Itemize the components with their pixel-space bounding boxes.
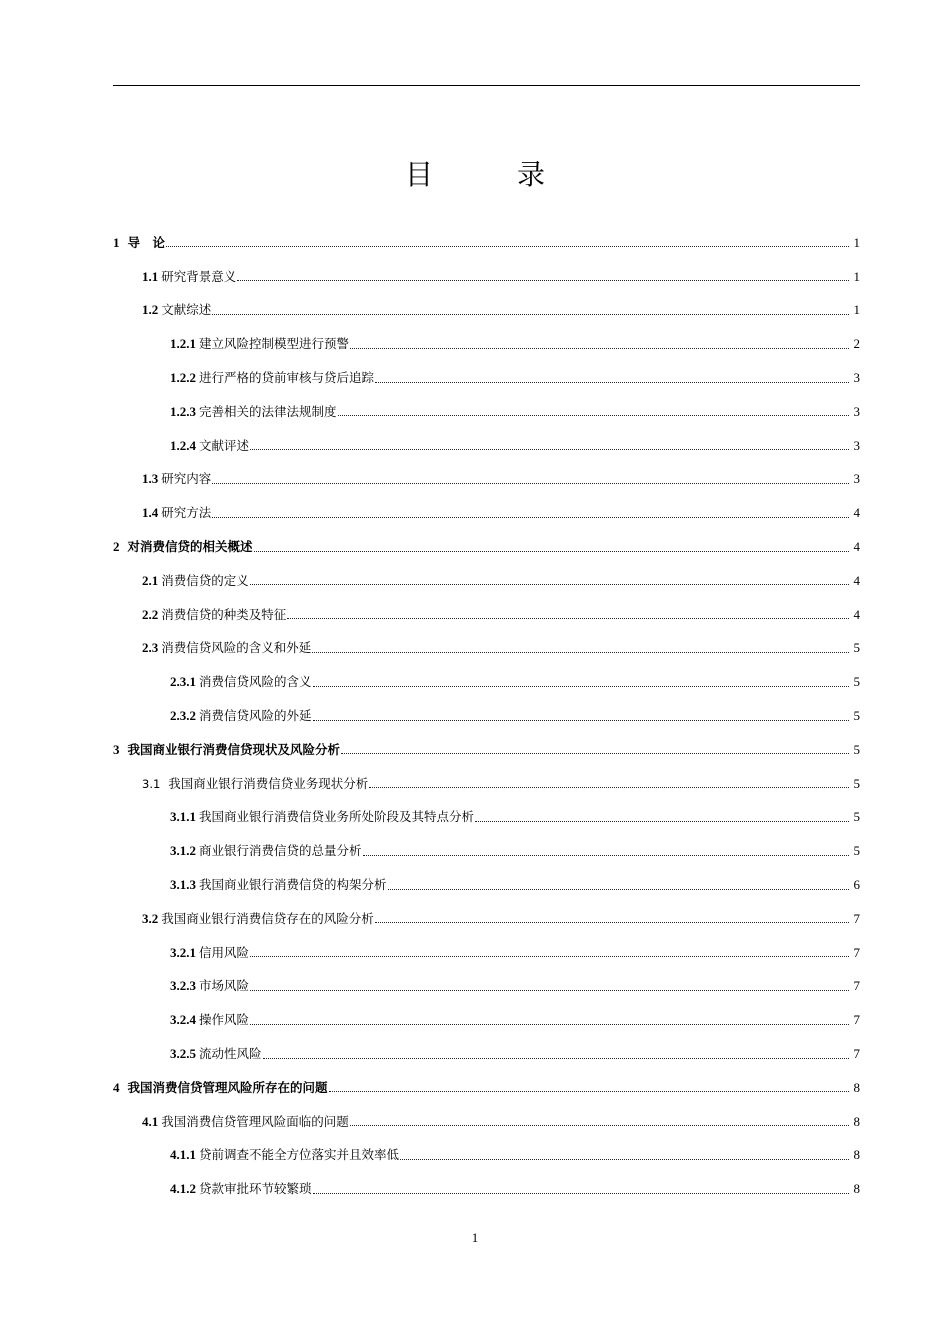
- toc-entry[interactable]: [113, 632, 860, 666]
- toc-dot-leader: [313, 720, 849, 721]
- toc-dot-leader: [250, 1024, 849, 1025]
- toc-entry-number: 3.1.3: [170, 877, 196, 893]
- toc-entry-label: 消费信贷风险的外延: [199, 708, 312, 724]
- toc-entry-page-number: 4: [853, 505, 860, 521]
- toc-entry-number: 4.1.1: [170, 1147, 196, 1163]
- toc-entry-number: 2.3: [142, 640, 159, 656]
- toc-entry[interactable]: [113, 767, 860, 801]
- toc-entry-label: 文献评述: [199, 437, 250, 453]
- toc-entry-label: 消费信贷的种类及特征: [161, 606, 287, 622]
- toc-entry-label: 建立风险控制模型进行预警: [199, 336, 350, 352]
- toc-entry-label: 研究方法: [161, 505, 212, 521]
- toc-entry-number: 3.2.3: [170, 978, 196, 994]
- toc-entry[interactable]: [113, 530, 860, 564]
- toc-entry-number: 1: [113, 234, 120, 250]
- toc-entry-page-number: 8: [853, 1113, 860, 1129]
- toc-entry-label: 流动性风险: [199, 1046, 262, 1062]
- toc-dot-leader: [341, 753, 849, 754]
- table-of-contents: [113, 226, 860, 1206]
- toc-entry[interactable]: [113, 665, 860, 699]
- toc-entry-number: 2.3.1: [170, 674, 196, 690]
- toc-entry-label: 完善相关的法律法规制度: [199, 403, 337, 419]
- toc-dot-leader: [263, 1058, 849, 1059]
- toc-entry[interactable]: [113, 1139, 860, 1173]
- toc-entry-number: 3: [113, 741, 120, 757]
- toc-dot-leader: [369, 787, 849, 788]
- toc-dot-leader: [250, 584, 849, 585]
- toc-entry[interactable]: [113, 598, 860, 632]
- toc-entry-page-number: 7: [853, 910, 860, 926]
- toc-dot-leader: [313, 686, 849, 687]
- toc-entry-number: 2: [113, 539, 120, 555]
- toc-entry-page-number: 5: [853, 640, 860, 656]
- toc-entry-number: 4.1: [142, 1113, 159, 1129]
- toc-entry-number: 2.2: [142, 606, 159, 622]
- toc-entry-page-number: 5: [853, 775, 860, 791]
- toc-dot-leader: [350, 348, 849, 349]
- toc-entry-page-number: 7: [853, 944, 860, 960]
- toc-dot-leader: [313, 1193, 849, 1194]
- toc-entry-page-number: 5: [853, 809, 860, 825]
- toc-dot-leader: [254, 551, 849, 552]
- toc-entry-page-number: 1: [853, 234, 860, 250]
- toc-entry-label: 研究背景意义: [161, 268, 237, 284]
- toc-entry[interactable]: [113, 699, 860, 733]
- toc-entry-page-number: 3: [853, 471, 860, 487]
- toc-entry[interactable]: [113, 395, 860, 429]
- toc-entry-number: 2.1: [142, 572, 159, 588]
- toc-entry[interactable]: [113, 260, 860, 294]
- toc-entry-page-number: 5: [853, 843, 860, 859]
- toc-entry-number: 1.2.3: [170, 403, 196, 419]
- toc-entry-number: 3.1: [142, 776, 161, 791]
- toc-entry-page-number: 4: [853, 606, 860, 622]
- footer-page-number: 1: [471, 1230, 479, 1245]
- toc-dot-leader: [312, 652, 849, 653]
- toc-entry[interactable]: [113, 733, 860, 767]
- toc-dot-leader: [212, 517, 849, 518]
- toc-entry-number: 3.2.5: [170, 1046, 196, 1062]
- toc-entry-label: 商业银行消费信贷的总量分析: [199, 843, 362, 859]
- toc-entry-page-number: 5: [853, 741, 860, 757]
- toc-entry-number: 2.3.2: [170, 708, 196, 724]
- toc-dot-leader: [400, 1159, 849, 1160]
- toc-entry-page-number: 2: [853, 336, 860, 352]
- toc-entry-label: 我国商业银行消费信贷业务所处阶段及其特点分析: [199, 809, 475, 825]
- toc-dot-leader: [375, 382, 849, 383]
- toc-entry[interactable]: [113, 463, 860, 497]
- toc-dot-leader: [250, 990, 849, 991]
- toc-dot-leader: [250, 449, 849, 450]
- toc-entry[interactable]: [113, 1037, 860, 1071]
- toc-entry-label: 导 论: [127, 234, 166, 250]
- toc-entry[interactable]: [113, 801, 860, 835]
- toc-entry-label: 消费信贷风险的含义和外延: [161, 640, 312, 656]
- toc-dot-leader: [375, 922, 849, 923]
- toc-entry-number: 3.1.2: [170, 843, 196, 859]
- toc-entry-number: 1.2: [142, 302, 159, 318]
- toc-entry-page-number: 6: [853, 877, 860, 893]
- toc-entry-number: 3.2.4: [170, 1012, 196, 1028]
- page-title: 目 录: [404, 158, 573, 191]
- toc-entry-label: 对消费信贷的相关概述: [127, 539, 253, 555]
- toc-entry-label: 贷款审批环节较繁琐: [199, 1181, 312, 1197]
- toc-dot-leader: [287, 618, 849, 619]
- toc-entry[interactable]: [113, 970, 860, 1004]
- toc-entry-number: 3.2: [142, 910, 159, 926]
- toc-entry[interactable]: [113, 226, 860, 260]
- toc-entry[interactable]: [113, 564, 860, 598]
- toc-entry-label: 我国商业银行消费信贷的构架分析: [199, 877, 387, 893]
- toc-entry-page-number: 5: [853, 674, 860, 690]
- toc-entry-page-number: 3: [853, 370, 860, 386]
- toc-entry[interactable]: [113, 361, 860, 395]
- toc-entry-label: 消费信贷风险的含义: [199, 674, 312, 690]
- toc-entry-number: 4: [113, 1079, 120, 1095]
- toc-entry-page-number: 8: [853, 1147, 860, 1163]
- toc-entry-label: 我国商业银行消费信贷现状及风险分析: [127, 741, 341, 757]
- toc-entry-number: 4.1.2: [170, 1181, 196, 1197]
- toc-entry-label: 我国商业银行消费信贷存在的风险分析: [161, 910, 374, 926]
- toc-entry-page-number: 1: [853, 268, 860, 284]
- toc-entry[interactable]: [113, 1172, 860, 1206]
- toc-entry-number: 1.4: [142, 505, 159, 521]
- toc-dot-leader: [329, 1091, 849, 1092]
- toc-entry-page-number: 3: [853, 437, 860, 453]
- toc-entry-page-number: 7: [853, 978, 860, 994]
- toc-entry-number: 1.2.1: [170, 336, 196, 352]
- toc-entry[interactable]: [113, 496, 860, 530]
- toc-entry[interactable]: [113, 1105, 860, 1139]
- toc-entry[interactable]: [113, 1003, 860, 1037]
- toc-entry[interactable]: [113, 1071, 860, 1105]
- toc-entry-page-number: 4: [853, 539, 860, 555]
- toc-entry-page-number: 1: [853, 302, 860, 318]
- toc-dot-leader: [212, 314, 849, 315]
- toc-entry-page-number: 4: [853, 572, 860, 588]
- toc-dot-leader: [363, 855, 849, 856]
- toc-dot-leader: [166, 246, 849, 247]
- toc-entry[interactable]: [113, 294, 860, 328]
- toc-entry-number: 3.1.1: [170, 809, 196, 825]
- toc-entry[interactable]: [113, 868, 860, 902]
- toc-dot-leader: [475, 821, 849, 822]
- toc-entry-label: 我国消费信贷管理风险面临的问题: [161, 1113, 349, 1129]
- toc-entry-number: 1.3: [142, 471, 159, 487]
- toc-entry[interactable]: [113, 834, 860, 868]
- toc-entry-label: 我国商业银行消费信贷业务现状分析: [168, 775, 369, 791]
- toc-entry-page-number: 8: [853, 1079, 860, 1095]
- toc-dot-leader: [388, 889, 849, 890]
- toc-entry-number: 3.2.1: [170, 944, 196, 960]
- toc-entry-page-number: 5: [853, 708, 860, 724]
- toc-entry[interactable]: [113, 936, 860, 970]
- toc-entry-label: 研究内容: [161, 471, 212, 487]
- toc-entry-number: 1.2.2: [170, 370, 196, 386]
- toc-entry-label: 文献综述: [161, 302, 212, 318]
- toc-entry-label: 消费信贷的定义: [161, 572, 249, 588]
- toc-dot-leader: [212, 483, 849, 484]
- toc-entry-label: 我国消费信贷管理风险所存在的问题: [127, 1079, 328, 1095]
- toc-dot-leader: [250, 956, 849, 957]
- toc-entry-page-number: 8: [853, 1181, 860, 1197]
- toc-entry-label: 贷前调查不能全方位落实并且效率低: [199, 1147, 400, 1163]
- toc-dot-leader: [338, 415, 849, 416]
- toc-entry-number: 1.2.4: [170, 437, 196, 453]
- toc-entry-page-number: 7: [853, 1012, 860, 1028]
- toc-dot-leader: [237, 280, 849, 281]
- toc-entry-number: 1.1: [142, 268, 159, 284]
- header-rule: [113, 85, 860, 86]
- toc-entry-label: 市场风险: [199, 978, 250, 994]
- toc-entry-page-number: 7: [853, 1046, 860, 1062]
- toc-dot-leader: [350, 1125, 849, 1126]
- toc-entry[interactable]: [113, 327, 860, 361]
- toc-entry-label: 信用风险: [199, 944, 250, 960]
- toc-entry-page-number: 3: [853, 403, 860, 419]
- toc-entry[interactable]: [113, 429, 860, 463]
- toc-entry-label: 进行严格的贷前审核与贷后追踪: [199, 370, 375, 386]
- toc-entry[interactable]: [113, 902, 860, 936]
- toc-entry-label: 操作风险: [199, 1012, 250, 1028]
